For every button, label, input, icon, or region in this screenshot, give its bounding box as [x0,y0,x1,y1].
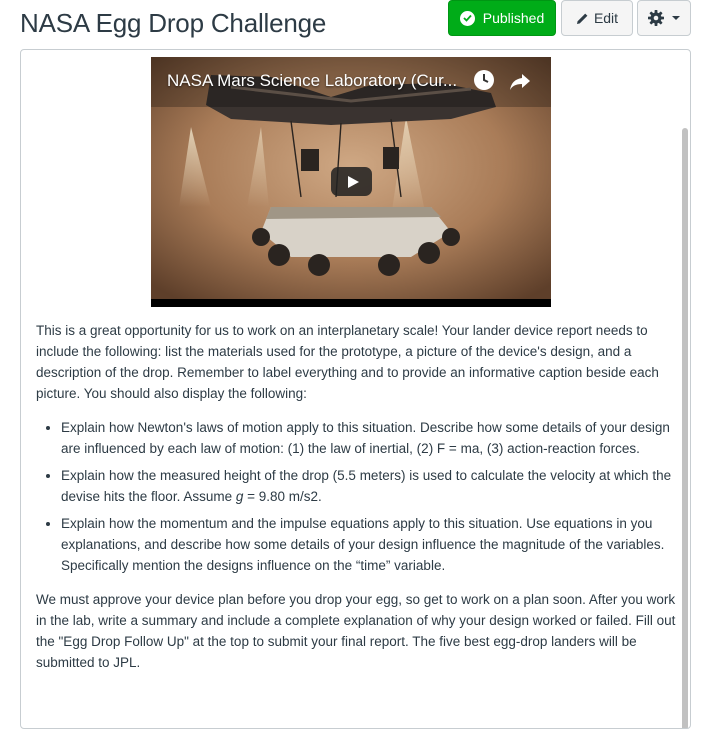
gear-icon [647,9,665,27]
closing-paragraph: We must approve your device plan before you drop your egg, so get to work on a plan soon. After you work in the lab, write a summary and include a complete explanation of why your design worked or failed. Fill out the "Egg Drop Follow Up" at the top to submit your final report. The five best egg-drop landers will be submitted to JPL. [36,592,676,670]
edit-label: Edit [593,10,619,26]
play-icon [348,176,359,188]
list-item [61,465,676,507]
vertical-scrollbar[interactable] [682,128,688,729]
play-button[interactable] [331,167,372,196]
page-header [0,0,705,48]
list-item-text: = 9.80 m/s2. [243,489,322,504]
pencil-icon [576,12,589,25]
check-circle-icon [460,11,475,26]
page-content [20,49,691,729]
edit-button[interactable] [561,0,633,36]
requirements-list [36,417,676,576]
list-item: • Explain how the momentum and the impulse equations apply to this situation. Use equations in you explanations, and describe how some details of your design influence the magnitude of the variables. Specifically mention the designs influence on the “time” variable. [61,513,676,576]
video-embed[interactable] [151,57,551,307]
list-item-text: Explain how the measured height of the drop (5.5 meters) is used to calculate the velocity at which the devise hits the floor. Assume [61,468,672,504]
clock-icon[interactable] [473,69,495,91]
published-label: Published [482,10,545,26]
page-title: NASA Egg Drop Challenge [20,8,327,38]
video-title: NASA Mars Science Laboratory (Cur... [167,71,458,90]
share-icon[interactable] [509,70,531,92]
settings-menu-button[interactable] [637,0,691,36]
assignment-description [36,320,676,686]
published-button[interactable] [448,0,556,36]
list-item: • Explain how Newton's laws of motion apply to this situation. Describe how some details of your design are influenced by each law of motion: (1) the law of inertial, (2) F = ma, (3) action-reaction forces. [61,417,676,459]
intro-paragraph: This is a great opportunity for us to work on an interplanetary scale! Your lander device report needs to include the following: list the materials used for the prototype, a picture of the device's design, and a description of the drop. Remember to label everything and to provide an informative caption beside each picture. You should also display the following: [36,323,659,401]
gravity-variable: g [235,489,244,504]
caret-down-icon [671,15,681,21]
